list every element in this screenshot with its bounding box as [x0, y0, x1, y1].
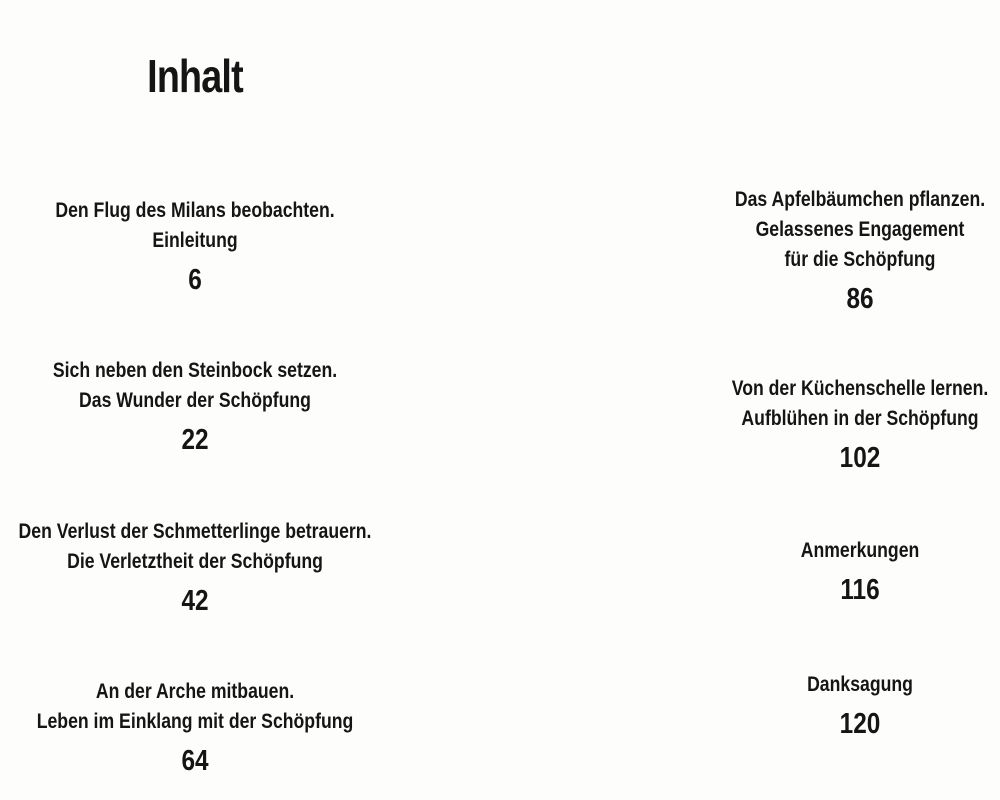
entry-title-line: Von der Küchenschelle lernen. [731, 377, 989, 400]
entry-title-line: Sich neben den Steinbock setzen. [52, 359, 338, 382]
toc-entry[interactable] [0, 356, 410, 458]
entry-page-number: 120 [839, 708, 881, 740]
toc-entry[interactable] [645, 670, 1000, 742]
entry-title-line: Danksagung [807, 673, 913, 696]
entry-page-number: 42 [181, 585, 209, 617]
entry-title-line: An der Arche mitbauen. [95, 680, 295, 703]
entry-subtitle-line: Einleitung [152, 229, 238, 252]
toc-entry[interactable] [0, 196, 410, 298]
entry-subtitle-line: Das Wunder der Schöpfung [79, 389, 311, 412]
page-title: Inhalt [147, 49, 243, 102]
entry-page-number: 116 [840, 574, 880, 606]
toc-entry[interactable] [645, 536, 1000, 608]
entry-subtitle-line: Gelassenes Engagement [755, 218, 965, 241]
entry-subtitle-line: Leben im Einklang mit der Schöpfung [36, 710, 354, 733]
toc-entry[interactable] [0, 677, 410, 779]
entry-title-line: Den Verlust der Schmetterlinge betrauern. [18, 520, 372, 543]
entry-page-number: 86 [846, 283, 874, 315]
entry-subtitle-line: Aufblühen in der Schöpfung [741, 407, 979, 430]
entry-subtitle-line: Die Verletztheit der Schöpfung [67, 550, 323, 573]
toc-entry[interactable] [645, 185, 1000, 317]
entry-title-line: Anmerkungen [800, 539, 920, 562]
entry-title-line: Den Flug des Milans beobachten. [55, 199, 335, 222]
entry-subtitle-line: für die Schöpfung [784, 248, 936, 271]
entry-page-number: 64 [181, 745, 209, 777]
toc-entry[interactable] [645, 374, 1000, 476]
entry-page-number: 102 [839, 442, 881, 474]
entry-title-line: Das Apfelbäumchen pflanzen. [734, 188, 986, 211]
entry-page-number: 6 [188, 264, 202, 296]
entry-page-number: 22 [181, 424, 209, 456]
toc-entry[interactable] [0, 517, 410, 619]
